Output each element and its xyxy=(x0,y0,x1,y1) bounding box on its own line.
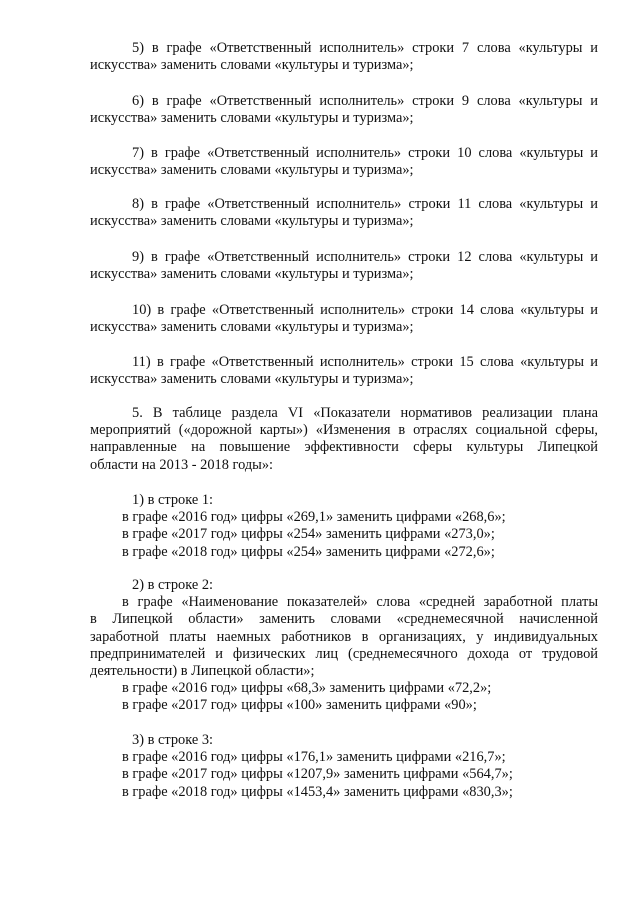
text-line: искусства» заменить словами «культуры и туризма»; xyxy=(90,371,414,388)
paragraph-item-5 xyxy=(90,40,598,74)
section-5-paragraph xyxy=(90,405,598,474)
text-line: в графе «2016 год» цифры «269,1» заменить цифрами «268,6»; xyxy=(122,509,506,526)
paragraph-item-9 xyxy=(90,249,598,283)
paragraph-item-6 xyxy=(90,93,598,127)
text-line: 10) в графе «Ответственный исполнитель» строки 14 слова «культуры и xyxy=(132,302,598,318)
text-line: в графе «2018 год» цифры «1453,4» заменить цифрами «830,3»; xyxy=(122,783,513,800)
row-3-paragraph xyxy=(90,732,598,801)
paragraph-item-7 xyxy=(90,145,598,179)
text-line: 9) в графе «Ответственный исполнитель» строки 12 слова «культуры и xyxy=(132,249,598,265)
text-line: искусства» заменить словами «культуры и туризма»; xyxy=(90,162,414,179)
text-line: 8) в графе «Ответственный исполнитель» строки 11 слова «культуры и xyxy=(132,196,598,212)
text-line: заработной платы наемных работников в организациях, у индивидуальных xyxy=(90,628,598,645)
text-line: в Липецкой области» заменить словами «среднемесячной начисленной xyxy=(90,611,598,628)
text-line: 1) в строке 1: xyxy=(132,492,214,508)
text-line: мероприятий («дорожной карты») «Изменения в отраслях социальной сферы, xyxy=(90,422,598,439)
text-line: искусства» заменить словами «культуры и туризма»; xyxy=(90,266,414,283)
text-line: в графе «2016 год» цифры «68,3» заменить цифрами «72,2»; xyxy=(122,680,492,697)
text-line: в графе «2016 год» цифры «176,1» заменить цифрами «216,7»; xyxy=(122,749,506,766)
text-line: области на 2013 - 2018 годы»: xyxy=(90,456,274,473)
text-line: искусства» заменить словами «культуры и туризма»; xyxy=(90,213,414,230)
row-2-paragraph xyxy=(90,577,598,715)
text-line: искусства» заменить словами «культуры и туризма»; xyxy=(90,57,414,74)
text-line: 2) в строке 2: xyxy=(132,577,214,593)
text-line: деятельности) в Липецкой области»; xyxy=(90,662,315,679)
text-line: искусства» заменить словами «культуры и туризма»; xyxy=(90,110,414,127)
text-line: 5. В таблице раздела VI «Показатели нормативов реализации плана xyxy=(132,405,598,421)
text-line: направленные на повышение эффективности сферы культуры Липецкой xyxy=(90,439,598,456)
text-line: искусства» заменить словами «культуры и туризма»; xyxy=(90,319,414,336)
text-line: 3) в строке 3: xyxy=(132,732,214,748)
paragraph-item-11 xyxy=(90,354,598,388)
text-line: в графе «2018 год» цифры «254» заменить цифрами «272,6»; xyxy=(122,543,495,560)
paragraph-item-10 xyxy=(90,302,598,336)
paragraph-item-8 xyxy=(90,196,598,230)
text-line: 7) в графе «Ответственный исполнитель» строки 10 слова «культуры и xyxy=(132,145,598,161)
text-line: 5) в графе «Ответственный исполнитель» строки 7 слова «культуры и xyxy=(132,40,598,56)
text-line: в графе «2017 год» цифры «100» заменить цифрами «90»; xyxy=(122,697,477,714)
text-line: 6) в графе «Ответственный исполнитель» строки 9 слова «культуры и xyxy=(132,93,598,109)
row-1-paragraph xyxy=(90,492,598,561)
text-line: предпринимателей и физических лиц (среднемесячного дохода от трудовой xyxy=(90,645,598,662)
text-line: в графе «2017 год» цифры «254» заменить цифрами «273,0»; xyxy=(122,526,495,543)
text-line: в графе «2017 год» цифры «1207,9» заменить цифрами «564,7»; xyxy=(122,766,513,783)
text-line: в графе «Наименование показателей» слова «средней заработной платы xyxy=(122,594,598,611)
text-line: 11) в графе «Ответственный исполнитель» строки 15 слова «культуры и xyxy=(132,354,598,370)
